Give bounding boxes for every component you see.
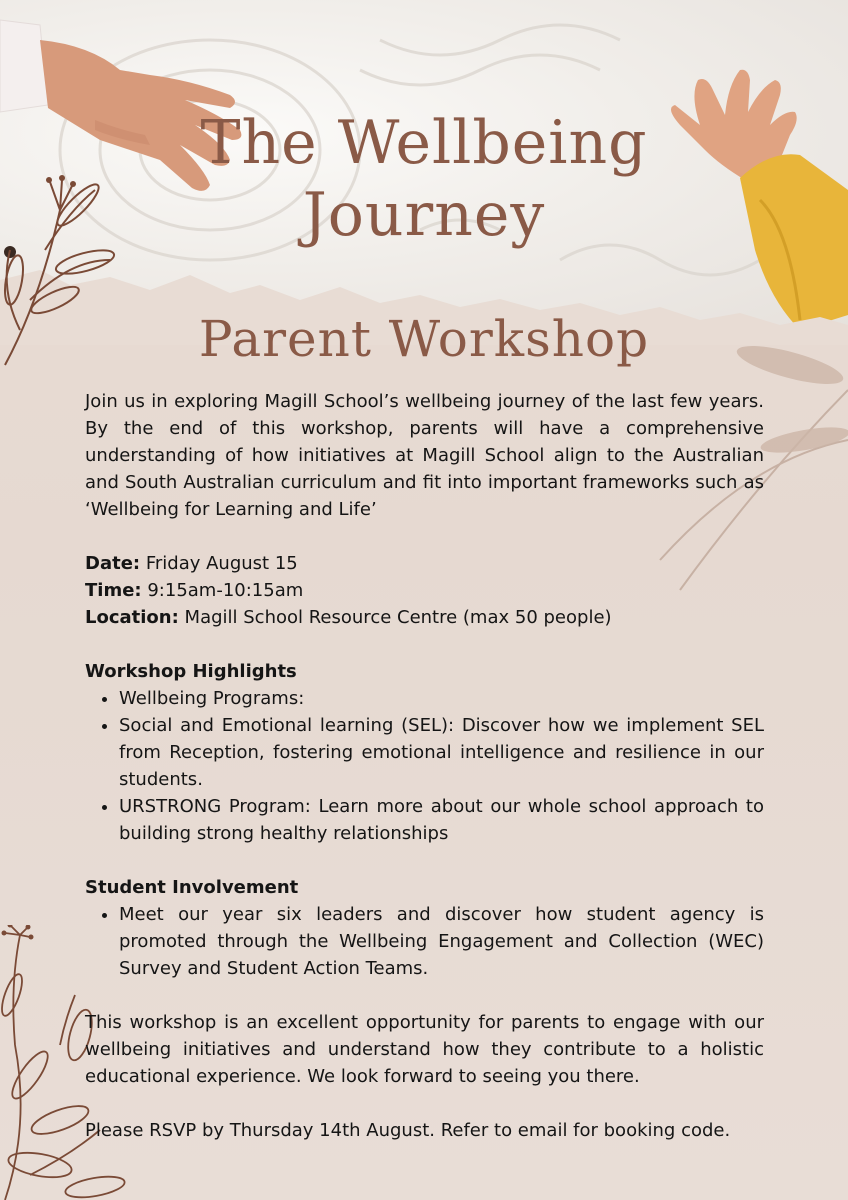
list-item: • URSTRONG Program: Learn more about our whole school approach to building strong healthy relationships — [119, 793, 764, 847]
highlights-heading: Workshop Highlights — [85, 661, 297, 682]
highlights-list — [85, 685, 764, 847]
date-value: Friday August 15 — [145, 553, 298, 574]
leaf-sprig-icon — [0, 150, 120, 370]
time-row — [85, 577, 764, 604]
location-value: Magill School Resource Centre (max 50 people) — [184, 607, 612, 628]
involvement-heading: Student Involvement — [85, 877, 299, 898]
closing-paragraph: This workshop is an excellent opportunity for parents to engage with our wellbeing initiatives and understand how they contribute to a holistic educational experience. We look forward to seeing you there. — [85, 1012, 764, 1087]
location-row — [85, 604, 764, 631]
time-label: Time: — [85, 580, 142, 601]
list-item: • Wellbeing Programs: — [119, 685, 764, 712]
location-label: Location: — [85, 607, 179, 628]
date-label: Date: — [85, 553, 141, 574]
list-item: • Social and Emotional learning (SEL): Discover how we implement SEL from Reception, fostering emotional intelligence and resilience in our students. — [119, 712, 764, 793]
rsvp-text: Please RSVP by Thursday 14th August. Refer to email for booking code. — [85, 1120, 731, 1141]
title-line-1: The Wellbeing — [200, 108, 648, 178]
date-row — [85, 550, 764, 577]
time-value: 9:15am-10:15am — [147, 580, 304, 601]
title-line-2: Journey — [302, 180, 546, 250]
intro-paragraph: Join us in exploring Magill School’s wellbeing journey of the last few years. By the end of this workshop, parents will have a comprehensive understanding of how initiatives at Magill School align to the Australian and South Australian curriculum and fit into important frameworks such as ‘Wellbeing for Learning and Life’ — [85, 391, 764, 520]
subtitle: Parent Workshop — [198, 310, 650, 368]
involvement-list — [85, 901, 764, 982]
list-item: • Meet our year six leaders and discover how student agency is promoted through the Wellbeing Engagement and Collection (WEC) Survey and Student Action Teams. — [119, 901, 764, 982]
body-content — [85, 388, 764, 1144]
